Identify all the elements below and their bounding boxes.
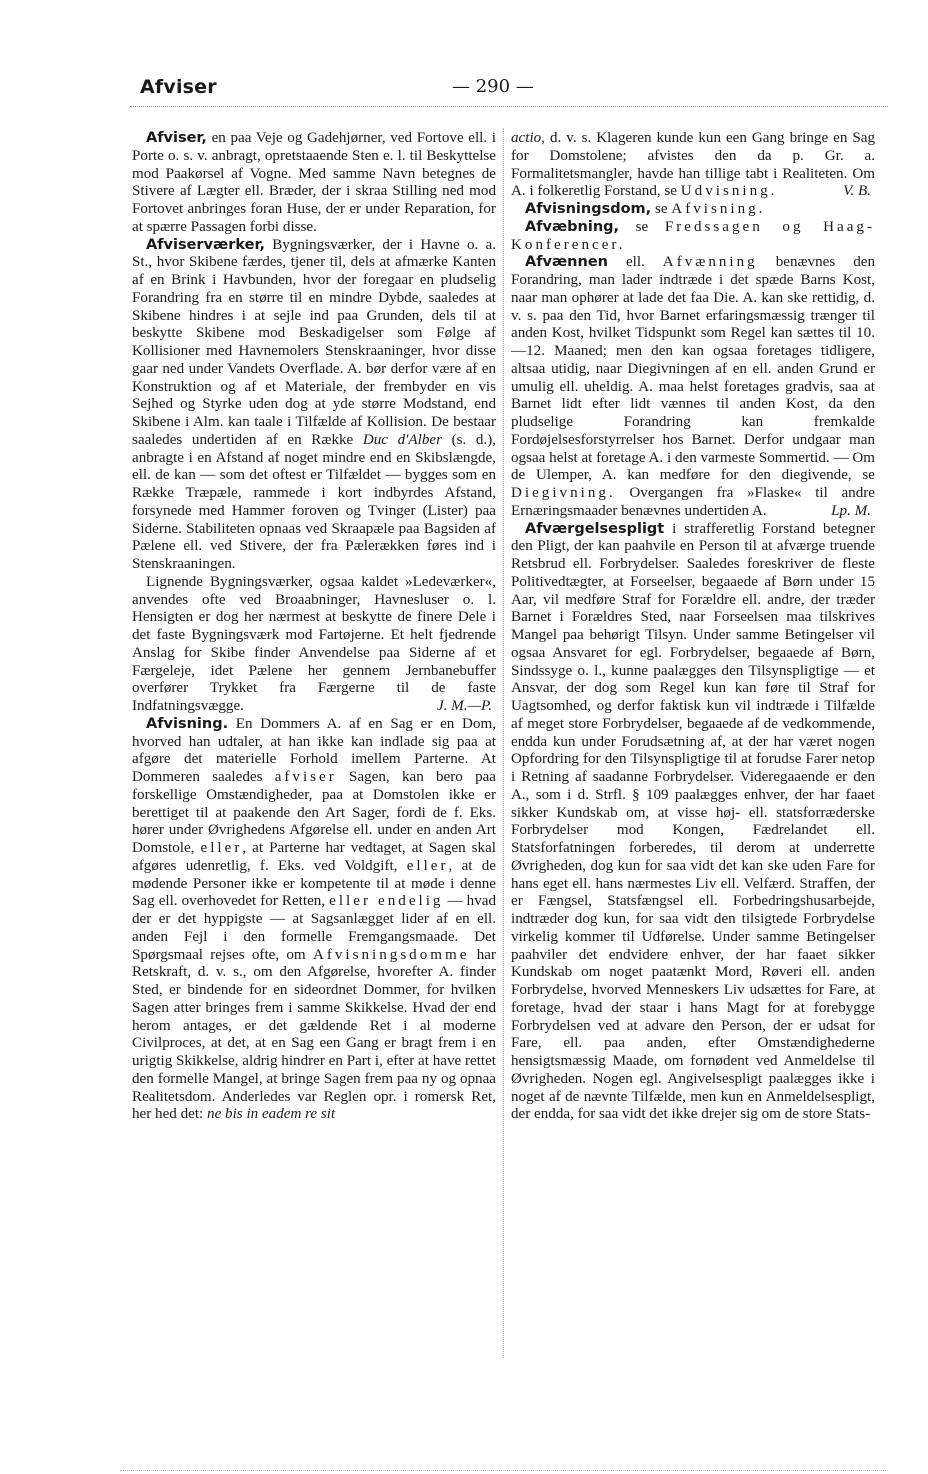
entry-text: benævnes den Forandring, man lader indtræde i det spæde Barns Kost, naar man ophører at lade det faa Die. A. kan ske rettidig, d. v. s. paa den Tid, hvor Barnet erfaringsmæssig trænger til anden Kost, hvilket Tidspunkt som Regel kan sættes til 10.—12. Maaned; men den kan ogsaa foretages tidligere, altsaa utidig, naar Diegivningen af en ell. anden Grund er umulig ell. uheldig. A. maa helst foretages gradvis, saa at Barnet lidt efter lidt vænnes til anden Kost, da den pludselige Forandring kan fremkalde Fordøjelsesforstyrrelser hos Barnet. Derfor undgaar man ogsaa helst at foretage A. i den varmeste Sommertid. — Om de Ulemper, A. kan medføre for den diegivende, se <box>511 254 875 484</box>
cross-reference: Diegivning. <box>511 485 616 501</box>
spaced-term: eller <box>200 840 243 856</box>
author-signature: Lp. M. <box>831 502 871 519</box>
author-signature: J. M.—P. <box>436 698 492 714</box>
entry-text: Overgangen fra »Flaske« til andre Ernæringsmaader benævnes undertiden A. <box>511 485 875 519</box>
entry-text: se <box>651 201 672 217</box>
headword: Afvisningsdom, <box>525 201 652 217</box>
cross-reference: Fredssagen og Haag-Konferencer. <box>511 218 876 253</box>
entry-text: En Dommers A. af en Sag er en Dom, hvorved han udtaler, at han ikke kan indlade sig paa at afgøre det materielle Forhold imellem Parterne. At Dommeren saaledes <box>132 715 496 785</box>
entry-afvisningsdom <box>511 201 875 219</box>
headword: Afværgelsespligt <box>525 520 665 537</box>
header-rule <box>130 106 888 107</box>
entry-text: d. v. s. Klageren kunde kun een Gang bringe en Sag for Domstolene; afvistes den da p. Gr. a. Formalitetsmangler, havde han tillige tabt i Realiteten. Om A. i folkeretlig Forstand, se <box>511 130 875 200</box>
entry-afvaennen <box>511 254 875 520</box>
entry-afvisning <box>132 716 496 1124</box>
running-head: Afviser <box>140 76 217 98</box>
latin-phrase: ne bis in eadem re sit <box>207 1106 336 1123</box>
headword: Afvæbning, <box>525 218 620 235</box>
entry-text: Sagen, kan bero paa forskellige Omstændigheder, paa at Domstolen ikke er berettiget til at paakende den Art Sager, fordi de f. Eks. hører under Øvrighedens Afgørelse ell. under en anden Art Domstole, <box>132 769 497 856</box>
entry-text: (s. d.), anbragte i en Afstand af noget mindre end en Skibslængde, ell. de kan — som det oftest er Tilfældet — bygges som en Række Træpæle, rammede i kort indbyrdes Afstand, forsynede med Hammer foroven og Tvinger (Lister) paa Siderne. Stabiliteten opnaas ved Skraapæle paa Bagsiden af Pælene ell. ved Stivere, der fra Pælerækken føres ind i Stenskraaningen. <box>132 431 496 572</box>
entry-paragraph <box>132 574 496 716</box>
headword: Afvænnen <box>525 254 608 271</box>
spaced-term: Afvisningsdomme <box>312 946 470 963</box>
entry-text: har Retskraft, d. v. s., om den Afgørelse, hvorefter A. finder Sted, er bindende for en sideordnet Dommer, for hvilken Sagen atter bringes frem i samme Skikkelse. Hvad der end herom antages, er det gældende Ret i al moderne Civilproces, at det, at en Sag een Gang er bragt frem i en urigtig Skikkelse, aldrig hindrer en Part i, efter at have rettet den formelle Mangel, at bringe Sagen frem paa ny og opnaa Realitetsdom. Anderledes var Reglen opr. i romersk Ret, her hed det: <box>132 946 497 1123</box>
headword: Afvisning. <box>146 715 229 732</box>
headword: Afviserværker, <box>146 236 265 253</box>
entry-afviser <box>132 130 496 237</box>
page-header <box>0 70 928 104</box>
entry-afvaebning <box>511 219 875 255</box>
entry-afviservaerker <box>132 237 496 574</box>
entry-text: i strafferetlig Forstand betegner den Pligt, der kan paahvile en Person til at afværge truende Retsbrud ell. Forbrydelser. Saaledes foreskriver de fleste Politivedtægter, at Forseelser, begaaede af Børn under 15 Aar, vil medføre Straf for Forældre ell. andre, der træder Barnet i Forældres Sted, naar Forseelsen maa tilskrives Mangel paa behørigt Tilsyn. Under samme Betingelser vil ogsaa Ansvaret for egl. Forbrydelser, begaaede af Børn, Sindssyge o. l., kunne paalægges den Tilsynspligtige — et Ansvar, der dog som Regel kun kan føre til Straf for Uagtsomhed, og derfor faktisk kun vil indtræde i Tilfælde af meget store Forbrydelser, begaaede af de vedkommende, endda kun under Forudsætning af, at der har været nogen Opfordring for den Tilsynspligtige til at forudse Farer netop i Retning af saadanne Forbrydelser. Videregaaende er den A., som i d. Strfl. § 109 paalægges enhver, der har faaet sikker Kundskab om, at visse høj- ell. statsforræderske Forbrydelser mod Kongen, Fædrelandet ell. Statsforfatningen forberedes, til derom at underrette Øvrigheden, dog kun for saa vidt det kan ske uden Fare for hans eget ell. hans nærmestes Liv ell. Velfærd. Straffen, der er Fængsel, Statsfængsel ell. Forbedringshusarbejde, indtræder dog kun, for saa vidt den tilsigtede Forbrydelse virkelig kommer til Udførelse. Under samme Betingelser paahviler det endvidere enhver, der har faaet sikker Kundskab om noget paatænkt Mord, Røveri ell. anden Forbrydelse, hvorved Menneskers Liv udsættes for Fare, at foretage, hvad der staar i hans Magt for at forebygge Forbrydelsen ved at advare den Person, der er udsat for Fare, ell. paa anden, efter Omstændighederne hensigtsmæssig Maade, om fornødent ved Anmeldelse til Øvrigheden. Nogen egl. Angivelsespligt paalægges ikke i noget af de nævnte Tilfælde, men kun en Anmeldelsespligt, der endda, for saa vidt det ikke drejer sig om de store Stats- <box>511 520 875 1123</box>
spaced-term: Afvænning <box>662 254 758 271</box>
spaced-term: eller <box>406 857 449 874</box>
entry-text: en paa Veje og Gadehjørner, ved Fortove ell. i Porte o. s. v. anbragt, opretstaaende Sten e. l. til Beskyttelse mod Paakørsel af Vogne. Med samme Navn betegnes de Stivere af Lægter ell. Bræder, der i skraa Stilling ned mod Fortovet anbringes foran Huse, der er under Reparation, for at spærre Passagen forbi disse. <box>132 130 496 235</box>
spaced-term: Udvisning. <box>680 183 778 200</box>
entry-text: Lignende Bygningsværker, ogsaa kaldet »Ledeværker«, anvendes ofte ved Broaabninger, Havnesluser o. l. Hensigten er dog her nærmest at beskytte de finere Dele i det faste Bygningsværk mod Fartøjerne. Et helt fjedrende Anslag for Skibe finder Anvendelse paa Siderne af et Færgeleje, idet Pælene her gennem Jernbanebuffer overfører Trykket fra Færgerne til de faste Indfatningsvægge. <box>132 573 496 714</box>
cross-reference: Afvisning. <box>671 201 766 217</box>
spaced-term: eller endelig <box>329 893 444 910</box>
left-column <box>132 130 496 1124</box>
latin-phrase: actio, <box>511 130 545 146</box>
entry-text: — hvad der er det hyppigste — at Sagsanlægget lider af en ell. anden Fejl i den formelle Fremgangsmaade. Det Spørgsmaal rejses ofte, om <box>132 893 496 963</box>
entry-continuation <box>511 130 875 201</box>
right-column <box>511 130 875 1124</box>
entry-text: Bygningsværker, der i Havne o. a. St., hvor Skibene færdes, tjener til, dels at afmærke Kanten af en Brink i Havbunden, hvor der foregaar en pludselig Forandring fra en større til en mindre Dybde, saaledes at Skibene hindres i at sejle ind paa Grunden, dels til at beskytte Skibene mod Beskadigelser som Følge af Kollisioner med Havnemolers Stenskraaninger, hvor disse gaar ned under Vandets Overflade. A. bør derfor være af en Konstruktion og af et Materiale, der frembyder en vis Sejhed og Styrke uden dog at yde større Modstand, end Skibene i Alm. kan taale i Tilfælde af Kollision. De bestaar saaledes undertiden af en Række <box>132 236 496 448</box>
entry-text: ell. <box>607 254 663 271</box>
page-number: — 290 — <box>452 76 534 97</box>
headword: Afviser, <box>146 130 207 146</box>
entry-text: , at de mødende Personer ikke er kompetente til at møde i denne Sag ell. overhovedet for Retten, <box>132 857 496 910</box>
footer-rule <box>120 1470 888 1471</box>
entry-text: se <box>619 218 665 235</box>
entry-text: , at Parterne har vedtaget, at Sagen skal afgøres udenretlig, f. Eks. ved Voldgift, <box>132 840 496 874</box>
column-divider <box>503 128 504 1358</box>
author-signature: V. B. <box>843 183 871 200</box>
spaced-term: afviser <box>274 769 337 785</box>
entry-afvaergelsespligt <box>511 521 875 1125</box>
cross-reference: Duc d'Alber <box>362 431 442 448</box>
